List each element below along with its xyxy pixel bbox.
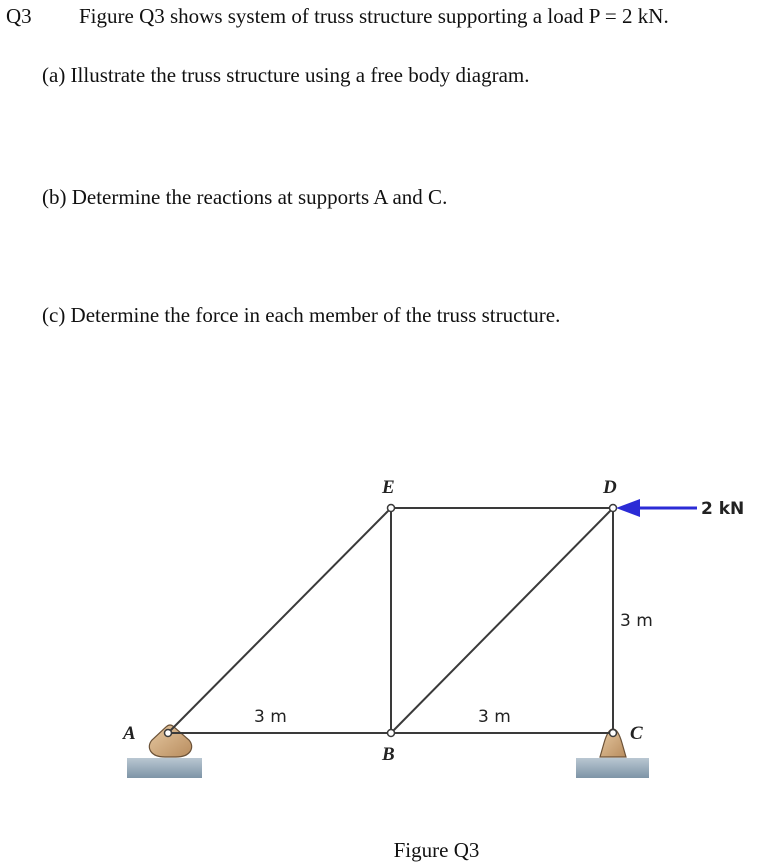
dimension-cd: 3 m <box>620 611 653 631</box>
load-label: 2 kN <box>701 499 745 519</box>
question-stem: Figure Q3 shows system of truss structure supporting a load P = 2 kN. <box>79 4 669 28</box>
question-number: Q3 <box>6 4 32 28</box>
dimension-ab: 3 m <box>254 707 287 727</box>
joint-a <box>165 730 172 737</box>
node-label-b: B <box>382 744 395 765</box>
node-label-a: A <box>123 723 136 744</box>
node-label-d: D <box>603 477 617 498</box>
part-b-text: (b) Determine the reactions at supports A and C. <box>42 185 448 209</box>
part-c-text: (c) Determine the force in each member of the truss structure. <box>42 303 561 327</box>
ground-c <box>576 758 649 778</box>
node-label-e: E <box>382 477 395 498</box>
part-a-text: (a) Illustrate the truss structure using a free body diagram. <box>42 63 530 87</box>
member-bd <box>391 508 613 733</box>
dimension-bc: 3 m <box>478 707 511 727</box>
load-arrow <box>616 499 697 517</box>
joint-e <box>388 505 395 512</box>
joint-b <box>388 730 395 737</box>
member-ae <box>168 508 391 733</box>
joint-c <box>610 730 617 737</box>
ground-a <box>127 758 202 778</box>
figure-caption: Figure Q3 <box>393 838 480 862</box>
joint-d <box>610 505 617 512</box>
node-label-c: C <box>630 723 643 744</box>
